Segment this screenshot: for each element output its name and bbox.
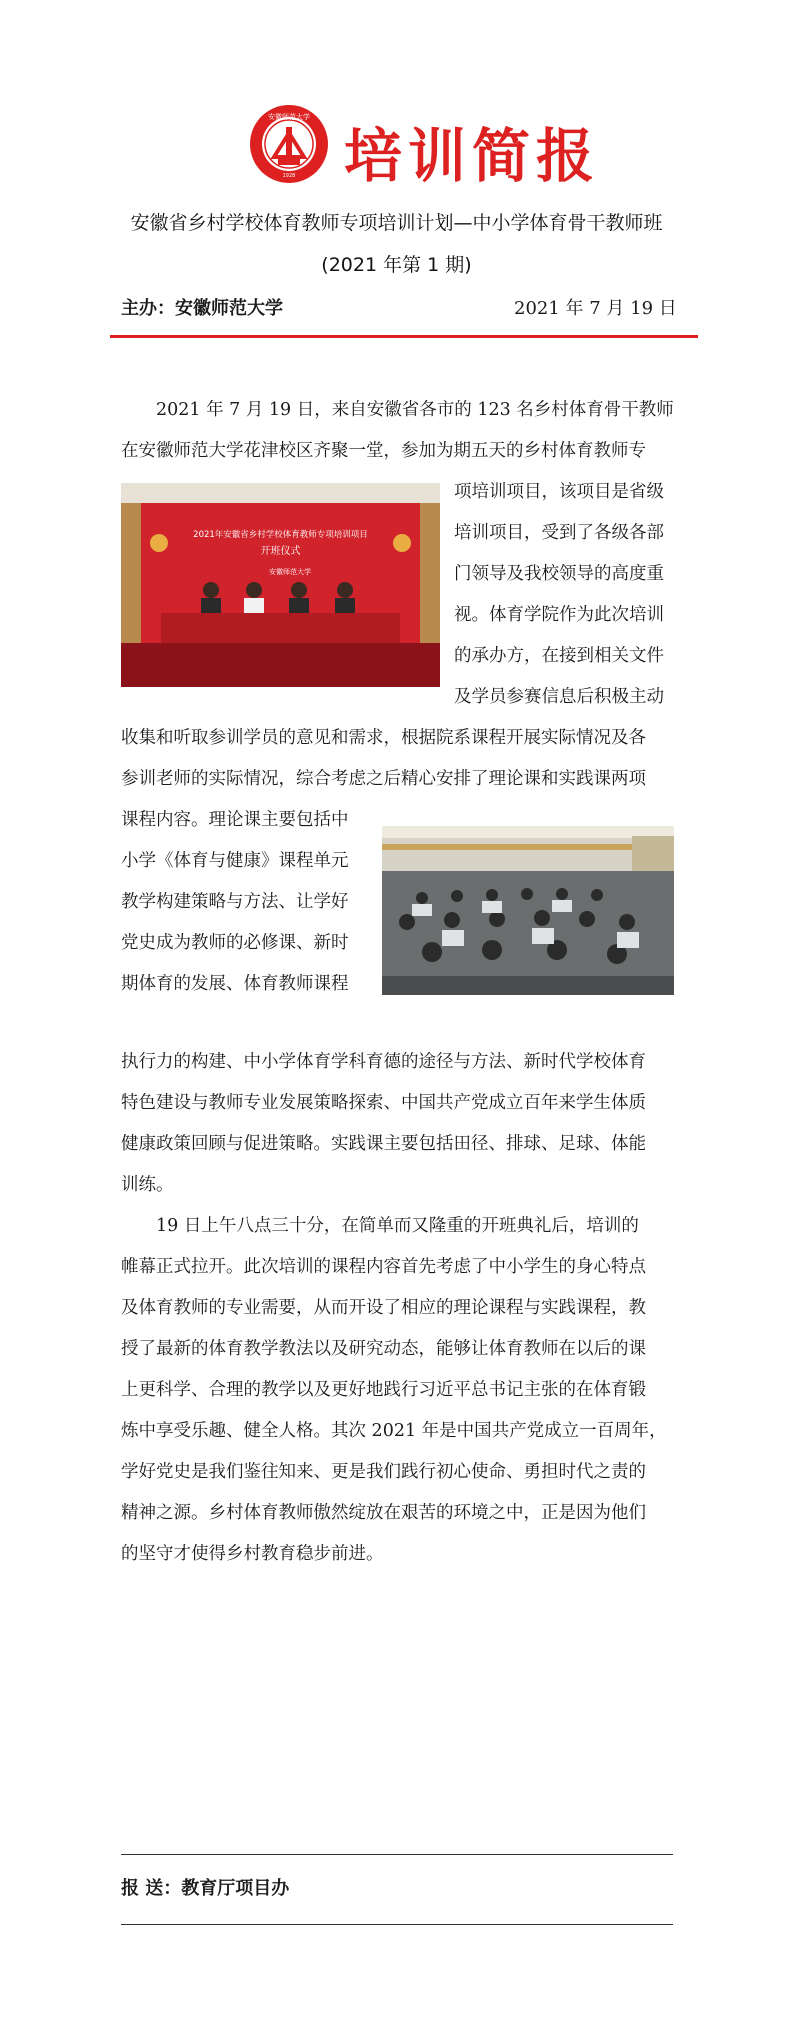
article-line: 期体育的发展、体育教师课程 [121,974,349,994]
organizer: 主办：安徽师范大学 [121,298,283,319]
article-line: 19 日上午八点三十分，在简单而又隆重的开班典礼后，培训的 [156,1216,639,1236]
article-line: 精神之源。乡村体育教师傲然绽放在艰苦的环境之中，正是因为他们 [121,1503,646,1523]
article-line: 的承办方，在接到相关文件 [454,646,664,666]
article-line: 在安徽师范大学花津校区齐聚一堂，参加为期五天的乡村体育教师专 [121,441,646,461]
article-line: 2021 年 7 月 19 日，来自安徽省各市的 123 名乡村体育骨干教师 [156,400,674,420]
article-line: 教学构建策略与方法、让学好 [121,892,349,912]
article-line: 培训项目，受到了各级各部 [454,523,664,543]
report-date: 2021 年 7 月 19 日 [514,298,677,319]
banner-subtitle: 开班仪式 [260,546,301,557]
svg-text:1928: 1928 [282,173,296,179]
article-line: 健康政策回顾与促进策略。实践课主要包括田径、排球、足球、体能 [121,1134,646,1154]
article-line: 党史成为教师的必修课、新时 [121,933,349,953]
program-subtitle: 安徽省乡村学校体育教师专项培训计划—中小学体育骨干教师班 [130,212,663,234]
article-line: 授了最新的体育教学教法以及研究动态，能够让体育教师在以后的课 [121,1339,646,1359]
article-line: 课程内容。理论课主要包括中 [121,810,349,830]
article-line: 学好党史是我们鉴往知来、更是我们践行初心使命、勇担时代之责的 [121,1462,646,1482]
article-line: 视。体育学院作为此次培训 [454,605,664,625]
article-line: 帷幕正式拉开。此次培训的课程内容首先考虑了中小学生的身心特点 [121,1257,646,1277]
university-logo [248,103,330,185]
svg-text:安徽师范大学: 安徽师范大学 [268,113,310,121]
footer-divider-top [121,1854,673,1855]
opening-ceremony-photo [121,483,440,687]
issue-number: (2021 年第 1 期) [321,254,472,276]
banner-title: 2021年安徽省乡村学校体育教师专项培训项目 [193,530,368,540]
article-line: 的坚守才使得乡村教育稳步前进。 [121,1544,384,1564]
article-line: 项培训项目，该项目是省级 [454,482,664,502]
article-line: 及学员参赛信息后积极主动 [454,687,664,707]
article-line: 及体育教师的专业需要，从而开设了相应的理论课程与实践课程，教 [121,1298,646,1318]
banner-org: 安徽师范大学 [269,568,311,576]
article-line: 收集和听取参训学员的意见和需求，根据院系课程开展实际情况及各 [121,728,646,748]
send-to: 报 送：教育厅项目办 [121,1878,290,1899]
article-line: 门领导及我校领导的高度重 [454,564,664,584]
article-line: 特色建设与教师专业发展策略探索、中国共产党成立百年来学生体质 [121,1093,646,1113]
article-line: 执行力的构建、中小学体育学科育德的途径与方法、新时代学校体育 [121,1052,646,1072]
header-divider [110,335,698,338]
article-line: 参训老师的实际情况，综合考虑之后精心安排了理论课和实践课两项 [121,769,646,789]
classroom-scene [382,826,674,995]
brief-title: 培训简报 [344,122,601,190]
article-line: 炼中享受乐趣、健全人格。其次 2021 年是中国共产党成立一百周年， [121,1421,667,1441]
article-line: 小学《体育与健康》课程单元 [121,851,349,871]
article-line: 上更科学、合理的教学以及更好地践行习近平总书记主张的在体育锻 [121,1380,646,1400]
ceremony-scene [121,483,440,687]
lecture-hall-photo [382,826,674,995]
footer-divider-bottom [121,1924,673,1925]
article-line: 训练。 [121,1175,174,1195]
